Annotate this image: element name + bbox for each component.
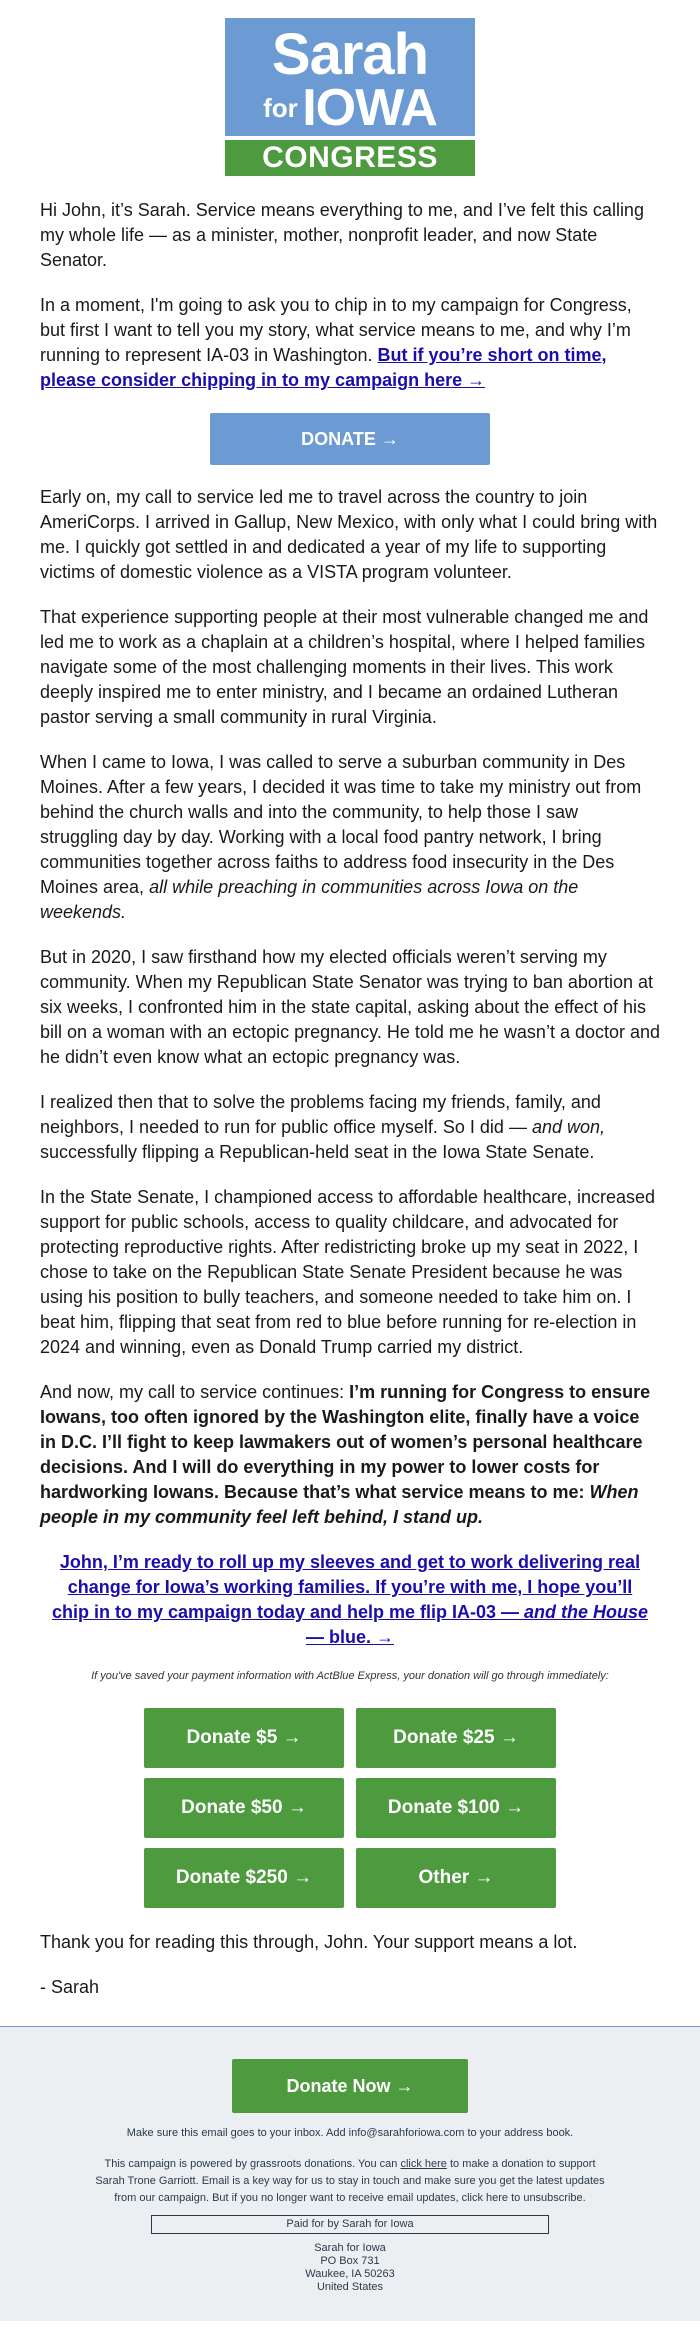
iowa-italic-text: all while preaching in communities across Iowa on the weekends. [40, 877, 579, 922]
ask-text: In a moment, I'm going to ask you to chip in to my campaign for Congress, but first I want to tell you my story, what service means to me, and why I’m running to represent IA-03 in Washington. [40, 295, 632, 365]
donate-button[interactable]: DONATE → [210, 413, 490, 465]
signoff: - Sarah [40, 1977, 100, 1997]
logo-name: Sarah [271, 22, 429, 87]
intro-paragraph: Hi John, it’s Sarah. Service means everything to me, and I’ve felt this calling my whole life — as a minister, mother, nonprofit leader, and now State Senator. [40, 200, 644, 270]
email-footer [0, 2026, 700, 2321]
2020-paragraph: But in 2020, I saw firsthand how my elected officials weren’t serving my community. When my Republican State Senator was trying to ban abortion at six weeks, I confronted him in the state capital, asking about the effect of his bill on a woman with an ectopic pregnancy. He told me he wasn’t a doctor and he didn’t even know what an ectopic pregnancy was. [40, 947, 661, 1067]
logo-congress-banner: CONGRESS [225, 140, 475, 176]
donate-5-button[interactable]: Donate $5 → [144, 1708, 344, 1768]
grassroots-text-b: to make a donation to support Sarah Trone Garriott. Email is a key way for us to stay in touch and make sure you get the latest updates from our campaign. But if you no longer want to receive email updates, click here to unsubscribe. [95, 2158, 605, 2204]
inbox-note: Make sure this email goes to your inbox. Add info@sarahforiowa.com to your address book. [126, 2127, 574, 2139]
address-line: Waukee, IA 50263 [305, 2268, 395, 2280]
ran-italic-text: and won, [531, 1117, 606, 1137]
donate-25-button[interactable]: Donate $25 → [356, 1708, 556, 1768]
chaplain-paragraph: That experience supporting people at their most vulnerable changed me and led me to work as a chaplain at a children’s hospital, where I helped families navigate some of the most challenging moments in their lives. This work deeply inspired me to enter ministry, and I became an ordained Lutheran pastor serving a small community in rural Virginia. [40, 607, 649, 727]
thanks-paragraph: Thank you for reading this through, John. Your support means a lot. [40, 1932, 578, 1952]
cta-italic-text: and the House [524, 1602, 649, 1622]
donate-250-button[interactable]: Donate $250 → [144, 1848, 344, 1908]
campaign-logo [225, 18, 475, 176]
running-for-congress-paragraph [40, 1380, 660, 1530]
grassroots-text-a: This campaign is powered by grassroots donations. You can [104, 2158, 401, 2170]
logo-blue-panel [225, 18, 475, 136]
iowa-text: When I came to Iowa, I was called to serve a suburban community in Des Moines. After a few years, I decided it was time to take my ministry out from behind the church walls and into the community, to help those I saw struggling day by day. Working with a local food pantry network, I bring communities together across faiths to address food insecurity in the Des Moines area, [40, 752, 642, 897]
americorps-paragraph: Early on, my call to service led me to travel across the country to join AmeriCorps. I arrived in Gallup, New Mexico, with only what I could bring with me. I quickly got settled in and dedicated a year of my life to supporting victims of domestic violence as a VISTA program volunteer. [40, 487, 658, 582]
click-here-link[interactable]: click here [400, 2158, 447, 2170]
donation-amount-grid [40, 1708, 660, 1908]
address-line: United States [316, 2281, 384, 2293]
congress-bold-italic-text: When people in my community feel left behind, I stand up. [40, 1482, 639, 1527]
ran-text-b: successfully flipping a Republican-held seat in the Iowa State Senate. [40, 1142, 595, 1162]
grassroots-note [0, 2156, 700, 2207]
ask-paragraph [40, 293, 660, 393]
address-line: Sarah for Iowa [314, 2242, 386, 2254]
cta-paragraph [50, 1550, 650, 1650]
donate-other-button[interactable]: Other → [356, 1848, 556, 1908]
paid-for-disclaimer: Paid for by Sarah for Iowa [151, 2215, 549, 2234]
logo-for: for [263, 93, 298, 123]
ran-text-a: I realized then that to solve the problems facing my friends, family, and neighbors, I needed to run for public office myself. So I did — [40, 1092, 601, 1137]
donate-100-button[interactable]: Donate $100 → [356, 1778, 556, 1838]
address-line: PO Box 731 [320, 2255, 380, 2267]
donate-50-button[interactable]: Donate $50 → [144, 1778, 344, 1838]
logo-state: IOWA [302, 79, 437, 137]
actblue-express-note: If you've saved your payment information with ActBlue Express, your donation will go through immediately: [91, 1670, 609, 1682]
chip-in-link[interactable]: But if you’re short on time, please consider chipping in to my campaign here → [40, 345, 607, 390]
congress-bold-text: I’m running for Congress to ensure Iowans, too often ignored by the Washington elite, finally have a voice in D.C. I’ll fight to keep lawmakers out of women’s personal healthcare decisions. And I will do everything in my power to lower costs for hardworking Iowans. Because that’s what service means to me: [40, 1382, 651, 1502]
iowa-paragraph [40, 750, 660, 925]
congress-text: And now, my call to service continues: [40, 1382, 350, 1402]
donate-now-button[interactable]: Donate Now → [232, 2059, 468, 2113]
state-senate-paragraph: In the State Senate, I championed access to affordable healthcare, increased support for public schools, access to quality childcare, and advocated for protecting reproductive rights. After redistricting broke up my seat in 2022, I chose to take on the Republican State Senate President because he was using his position to bully teachers, and someone needed to take him on. I beat him, flipping that seat from red to blue before running for re-election in 2024 and winning, even as Donald Trump carried my district. [40, 1187, 656, 1357]
mailing-address [0, 2242, 700, 2294]
cta-text-a: John, I’m ready to roll up my sleeves and get to work delivering real change for Iowa’s working families. If you’re with me, I hope you’ll chip in to my campaign today and help me flip IA-03 — [51, 1552, 641, 1622]
cta-text-b: — blue. → [305, 1627, 394, 1647]
ran-for-office-paragraph [40, 1090, 660, 1165]
cta-link[interactable] [52, 1552, 648, 1647]
